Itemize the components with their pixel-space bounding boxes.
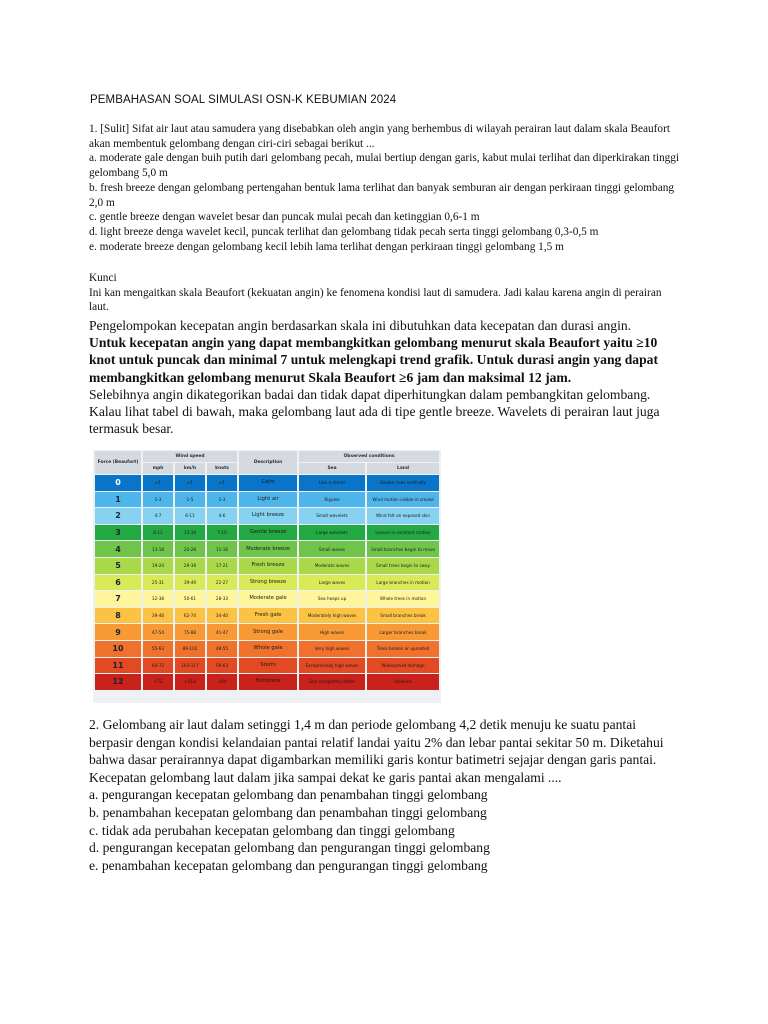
table-cell-knots: 1-3 bbox=[207, 492, 237, 508]
header-mph: mph bbox=[143, 463, 173, 474]
table-cell-knots: 48-55 bbox=[207, 641, 237, 657]
answer-key-text: Ini kan mengaitkan skala Beaufort (kekuatan angin) ke fenomena kondisi laut di samudera. Jadi kalau karena angin di perairan laut. bbox=[89, 286, 662, 314]
table-cell-force: 12 bbox=[95, 674, 141, 690]
question-2-option-d: d. pengurangan kecepatan gelombang dan pengurangan tinggi gelombang bbox=[89, 840, 490, 856]
answer-key bbox=[89, 271, 681, 315]
explanation-paragraph-2: Untuk kecepatan angin yang dapat membangkitkan gelombang menurut skala Beaufort yaitu ≥10 knot untuk puncak dan minimal 7 untuk melengkapi trend grafik. Untuk durasi angin yang dapat membangkitkan gelombang menurut Skala Beaufort ≥6 jam dan maksimal 12 jam. bbox=[89, 335, 658, 385]
document-title: PEMBAHASAN SOAL SIMULASI OSN-K KEBUMIAN 2024 bbox=[90, 94, 397, 106]
question-1 bbox=[89, 122, 681, 254]
table-cell-mph: 13-18 bbox=[143, 541, 173, 557]
table-cell-sea: Sea heaps up bbox=[299, 591, 365, 607]
table-row bbox=[95, 674, 439, 690]
table-row bbox=[95, 608, 439, 624]
header-kmh: km/h bbox=[175, 463, 205, 474]
table-cell-desc: Strong breeze bbox=[239, 575, 297, 591]
table-cell-force: 2 bbox=[95, 508, 141, 524]
table-cell-mph: 39-46 bbox=[143, 608, 173, 624]
table-cell-land: Whole trees in motion bbox=[367, 591, 439, 607]
question-1-option-b: b. fresh breeze dengan gelombang pertengahan bentuk lama terlihat dan banyak semburan air dengan perkiraan tinggi gelombang 2,0 m bbox=[89, 181, 675, 209]
table-cell-force: 3 bbox=[95, 525, 141, 541]
table-cell-knots: 28-33 bbox=[207, 591, 237, 607]
table-cell-mph: 55-63 bbox=[143, 641, 173, 657]
table-cell-kmh: 1-5 bbox=[175, 492, 205, 508]
table-cell-mph: >73 bbox=[143, 674, 173, 690]
table-cell-sea: High waves bbox=[299, 624, 365, 640]
header-description: Description bbox=[239, 451, 297, 474]
table-cell-desc: Moderate gale bbox=[239, 591, 297, 607]
table-cell-force: 0 bbox=[95, 475, 141, 491]
table-cell-kmh: >118 bbox=[175, 674, 205, 690]
table-cell-desc: Moderate breeze bbox=[239, 541, 297, 557]
table-cell-desc: Whole gale bbox=[239, 641, 297, 657]
question-1-option-a: a. moderate gale dengan buih putih dari gelombang pecah, mulai bertiup dengan garis, kabut mulai terlihat dan diperkirakan tinggi gelombang 5,0 m bbox=[89, 152, 680, 180]
table-cell-kmh: 75-88 bbox=[175, 624, 205, 640]
header-land: Land bbox=[367, 463, 439, 474]
table-cell-kmh: 29-38 bbox=[175, 558, 205, 574]
table-cell-knots: 4-6 bbox=[207, 508, 237, 524]
question-1-option-d: d. light breeze denga wavelet kecil, puncak terlihat dan gelombang tidak pecah serta tinggi gelombang 0,3-0,5 m bbox=[89, 225, 599, 238]
table-row bbox=[95, 558, 439, 574]
table-cell-land: Violence bbox=[367, 674, 439, 690]
table-cell-desc: Fresh breeze bbox=[239, 558, 297, 574]
table-row bbox=[95, 624, 439, 640]
table-cell-land: Wind felt on exposed skin bbox=[367, 508, 439, 524]
table-cell-force: 4 bbox=[95, 541, 141, 557]
table-header-row-top bbox=[95, 451, 439, 462]
table-cell-land: Larger branches break bbox=[367, 624, 439, 640]
table-cell-kmh: 20-28 bbox=[175, 541, 205, 557]
table-cell-land: Large branches in motion bbox=[367, 575, 439, 591]
header-observed-conditions: Observed conditions bbox=[299, 451, 439, 462]
beaufort-scale-table bbox=[93, 450, 441, 691]
table-cell-kmh: 103-117 bbox=[175, 658, 205, 674]
table-cell-sea: Large wavelets bbox=[299, 525, 365, 541]
table-cell-desc: Strong gale bbox=[239, 624, 297, 640]
table-cell-land: Smoke rises vertically bbox=[367, 475, 439, 491]
beaufort-table-body bbox=[95, 475, 439, 690]
table-cell-mph: 47-54 bbox=[143, 624, 173, 640]
table-cell-sea: Small waves bbox=[299, 541, 365, 557]
table-cell-sea: Very high waves bbox=[299, 641, 365, 657]
table-cell-desc: Storm bbox=[239, 658, 297, 674]
table-cell-kmh: 50-61 bbox=[175, 591, 205, 607]
table-cell-mph: 4-7 bbox=[143, 508, 173, 524]
question-1-stem: 1. [Sulit] Sifat air laut atau samudera yang disebabkan oleh angin yang berhembus di wilayah perairan laut dalam skala Beaufort akan membentuk gelombang dengan ciri-ciri sebagai berikut ... bbox=[89, 123, 670, 150]
table-row bbox=[95, 575, 439, 591]
table-cell-sea: Exceptionally high waves bbox=[299, 658, 365, 674]
table-cell-force: 7 bbox=[95, 591, 141, 607]
table-cell-sea: Sea completely white bbox=[299, 674, 365, 690]
table-cell-kmh: 39-49 bbox=[175, 575, 205, 591]
explanation-bold-paragraph bbox=[89, 334, 681, 386]
table-cell-kmh: <1 bbox=[175, 475, 205, 491]
table-cell-kmh: 89-102 bbox=[175, 641, 205, 657]
table-row bbox=[95, 541, 439, 557]
table-cell-knots: 7-10 bbox=[207, 525, 237, 541]
explanation-paragraph-1: Pengelompokan kecepatan angin berdasarkan skala ini dibutuhkan data kecepatan dan durasi angin. bbox=[89, 318, 632, 333]
header-force: Force (Beaufort) bbox=[95, 451, 141, 474]
table-cell-force: 11 bbox=[95, 658, 141, 674]
table-cell-knots: 17-21 bbox=[207, 558, 237, 574]
table-row bbox=[95, 508, 439, 524]
table-cell-land: Small branches begin to move bbox=[367, 541, 439, 557]
table-cell-force: 6 bbox=[95, 575, 141, 591]
table-cell-land: Small trees begin to sway bbox=[367, 558, 439, 574]
table-cell-land: Trees broken or uprooted bbox=[367, 641, 439, 657]
table-cell-land: Wind motion visible in smoke bbox=[367, 492, 439, 508]
header-wind-speed: Wind speed bbox=[143, 451, 237, 462]
header-knots: knots bbox=[207, 463, 237, 474]
question-2-option-e: e. penambahan kecepatan gelombang dan pengurangan tinggi gelombang bbox=[89, 857, 488, 873]
question-2 bbox=[89, 716, 681, 874]
table-cell-mph: 19-24 bbox=[143, 558, 173, 574]
table-cell-desc: Light air bbox=[239, 492, 297, 508]
table-cell-knots: <1 bbox=[207, 475, 237, 491]
table-row bbox=[95, 641, 439, 657]
question-2-option-a: a. pengurangan kecepatan gelombang dan penambahan tinggi gelombang bbox=[89, 787, 488, 803]
table-row bbox=[95, 525, 439, 541]
table-row bbox=[95, 591, 439, 607]
table-cell-force: 5 bbox=[95, 558, 141, 574]
question-2-option-c: c. tidak ada perubahan kecepatan gelombang dan tinggi gelombang bbox=[89, 822, 455, 838]
table-cell-desc: Fresh gale bbox=[239, 608, 297, 624]
question-1-option-c: c. gentle breeze dengan wavelet besar dan puncak mulai pecah dan ketinggian 0,6-1 m bbox=[89, 211, 480, 224]
table-cell-knots: 22-27 bbox=[207, 575, 237, 591]
table-cell-sea: Ripples bbox=[299, 492, 365, 508]
question-2-option-b: b. penambahan kecepatan gelombang dan penambahan tinggi gelombang bbox=[89, 804, 487, 820]
table-cell-knots: >64 bbox=[207, 674, 237, 690]
table-cell-mph: <1 bbox=[143, 475, 173, 491]
table-cell-force: 9 bbox=[95, 624, 141, 640]
table-cell-force: 10 bbox=[95, 641, 141, 657]
table-cell-desc: Light breeze bbox=[239, 508, 297, 524]
table-cell-sea: Like a mirror bbox=[299, 475, 365, 491]
table-cell-mph: 8-12 bbox=[143, 525, 173, 541]
table-cell-sea: Large waves bbox=[299, 575, 365, 591]
table-row bbox=[95, 658, 439, 674]
table-cell-sea: Moderate waves bbox=[299, 558, 365, 574]
table-cell-kmh: 62-74 bbox=[175, 608, 205, 624]
question-1-option-e: e. moderate breeze dengan gelombang kecil lebih lama terlihat dengan perkiraan tinggi gelombang 1,5 m bbox=[89, 240, 564, 253]
table-cell-kmh: 12-19 bbox=[175, 525, 205, 541]
question-2-stem: 2. Gelombang air laut dalam setinggi 1,4 m dan periode gelombang 4,2 detik menuju ke suatu pantai berpasir dengan kondisi kelandaian pantai relatif landai yaitu 2% dan lebar pantai sekitar 50 m. Diketahui bahwa dasar perairannya dapat digambarkan memiliki garis kontur batimetri sejajar dengan garis pantai. Kecepatan gelombang laut dalam jika sampai dekat ke garis pantai akan mengalami .... bbox=[89, 717, 664, 785]
table-cell-knots: 56-63 bbox=[207, 658, 237, 674]
table-cell-knots: 41-47 bbox=[207, 624, 237, 640]
table-row bbox=[95, 492, 439, 508]
table-cell-sea: Moderately high waves bbox=[299, 608, 365, 624]
table-cell-desc: Hurricane bbox=[239, 674, 297, 690]
explanation bbox=[89, 317, 681, 437]
table-cell-mph: 25-31 bbox=[143, 575, 173, 591]
beaufort-scale-table-image bbox=[93, 450, 441, 703]
table-cell-mph: 1-3 bbox=[143, 492, 173, 508]
table-cell-knots: 11-16 bbox=[207, 541, 237, 557]
table-cell-desc: Gentle breeze bbox=[239, 525, 297, 541]
table-cell-land: Widespread damage bbox=[367, 658, 439, 674]
table-cell-desc: Calm bbox=[239, 475, 297, 491]
header-sea: Sea bbox=[299, 463, 365, 474]
table-row bbox=[95, 475, 439, 491]
answer-key-label: Kunci bbox=[89, 272, 117, 284]
table-cell-force: 1 bbox=[95, 492, 141, 508]
table-cell-mph: 32-38 bbox=[143, 591, 173, 607]
table-cell-land: Small branches break bbox=[367, 608, 439, 624]
table-cell-kmh: 6-11 bbox=[175, 508, 205, 524]
table-cell-land: Leaves in constant motion bbox=[367, 525, 439, 541]
table-cell-mph: 64-72 bbox=[143, 658, 173, 674]
explanation-paragraph-3: Selebihnya angin dikategorikan badai dan tidak dapat diperhitungkan dalam pembangkitan gelombang. Kalau lihat tabel di bawah, maka gelombang laut ada di tipe gentle breeze. Wavelets di perairan laut juga termasuk besar. bbox=[89, 386, 660, 437]
table-cell-sea: Small wavelets bbox=[299, 508, 365, 524]
table-cell-knots: 34-40 bbox=[207, 608, 237, 624]
table-cell-force: 8 bbox=[95, 608, 141, 624]
